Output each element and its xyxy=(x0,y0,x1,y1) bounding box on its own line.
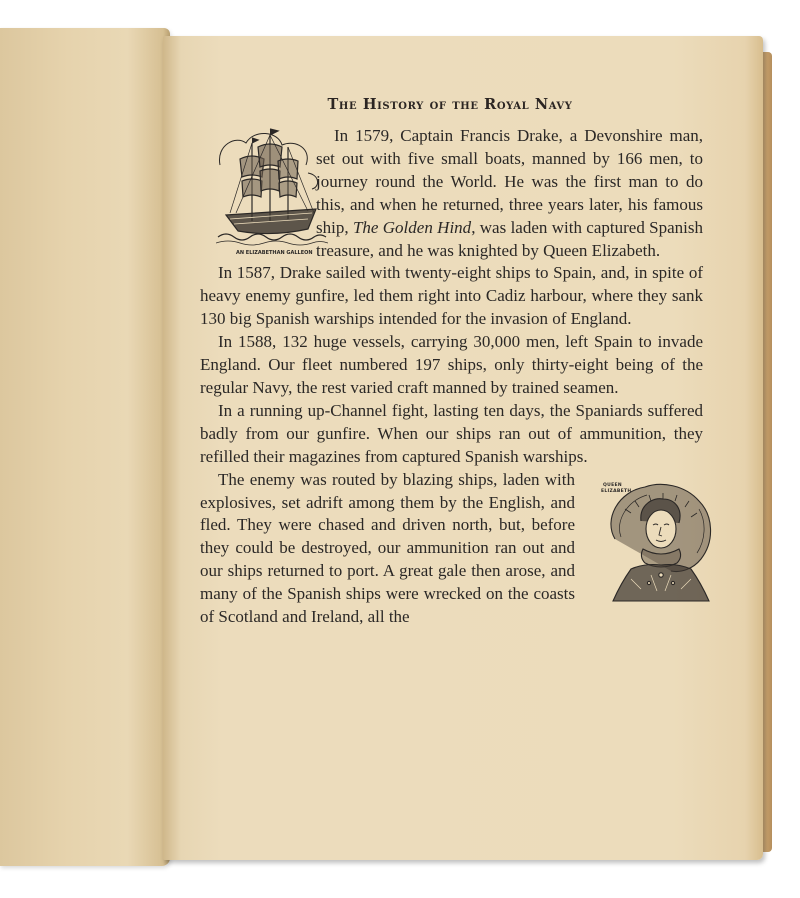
running-head: The History of the Royal Navy xyxy=(327,96,573,113)
galleon-illustration xyxy=(198,125,313,257)
paragraph-1588: In 1588, 132 huge vessels, carrying 30,000 men, left Spain to invade England. Our fleet numbered 197 ships, only thirty-eight being of the regular Navy, the rest varied craft manned by trained seamen. xyxy=(200,332,703,397)
paragraph-1579: AN ELIZABETHAN GALLEON In 1579, Captain Francis Drake, a Devonshire man, set out with five small boats, manned by 166 men, to journey round the World. He was the first man to do this, and when he returned, three years later, his famous ship, The Golden Hind, was laden with captured Spanish treasure, and he was knighted by Queen Elizabeth. xyxy=(200,125,703,262)
queen-elizabeth-illustration xyxy=(583,479,703,607)
queen-caption-line1: QUEEN xyxy=(603,482,622,488)
galleon-caption: AN ELIZABETHAN GALLEON xyxy=(236,250,313,256)
queen-caption-line2: ELIZABETH xyxy=(601,488,632,494)
ship-name: The Golden Hind xyxy=(352,217,472,237)
body-text xyxy=(200,125,703,629)
facing-page-left xyxy=(0,28,170,866)
paragraph-1587: In 1587, Drake sailed with twenty-eight ships to Spain, and, in spite of heavy enemy gunfire, led them right into Cadiz harbour, where they sank 130 big Spanish warships intended for the invasion of England. xyxy=(200,263,703,329)
galleon-icon xyxy=(216,125,328,257)
paragraph-channel-fight: In a running up-Channel fight, lasting ten days, the Spaniards suffered badly from our gunfire. When our ships ran out of ammunition, they refilled their magazines from captured Spanish warships. xyxy=(200,400,703,466)
paragraph-rout: QUEEN ELIZABETH The enemy was routed by blazing ships, laden with explosives, set adrift among them by the English, and fled. They were chased and driven north, but, before they could be destroyed, our ammunition ran out and our ships returned to port. A great gale then arose, and many of the Spanish ships were wrecked on the coasts of Scotland and Ireland, all the xyxy=(200,469,703,629)
